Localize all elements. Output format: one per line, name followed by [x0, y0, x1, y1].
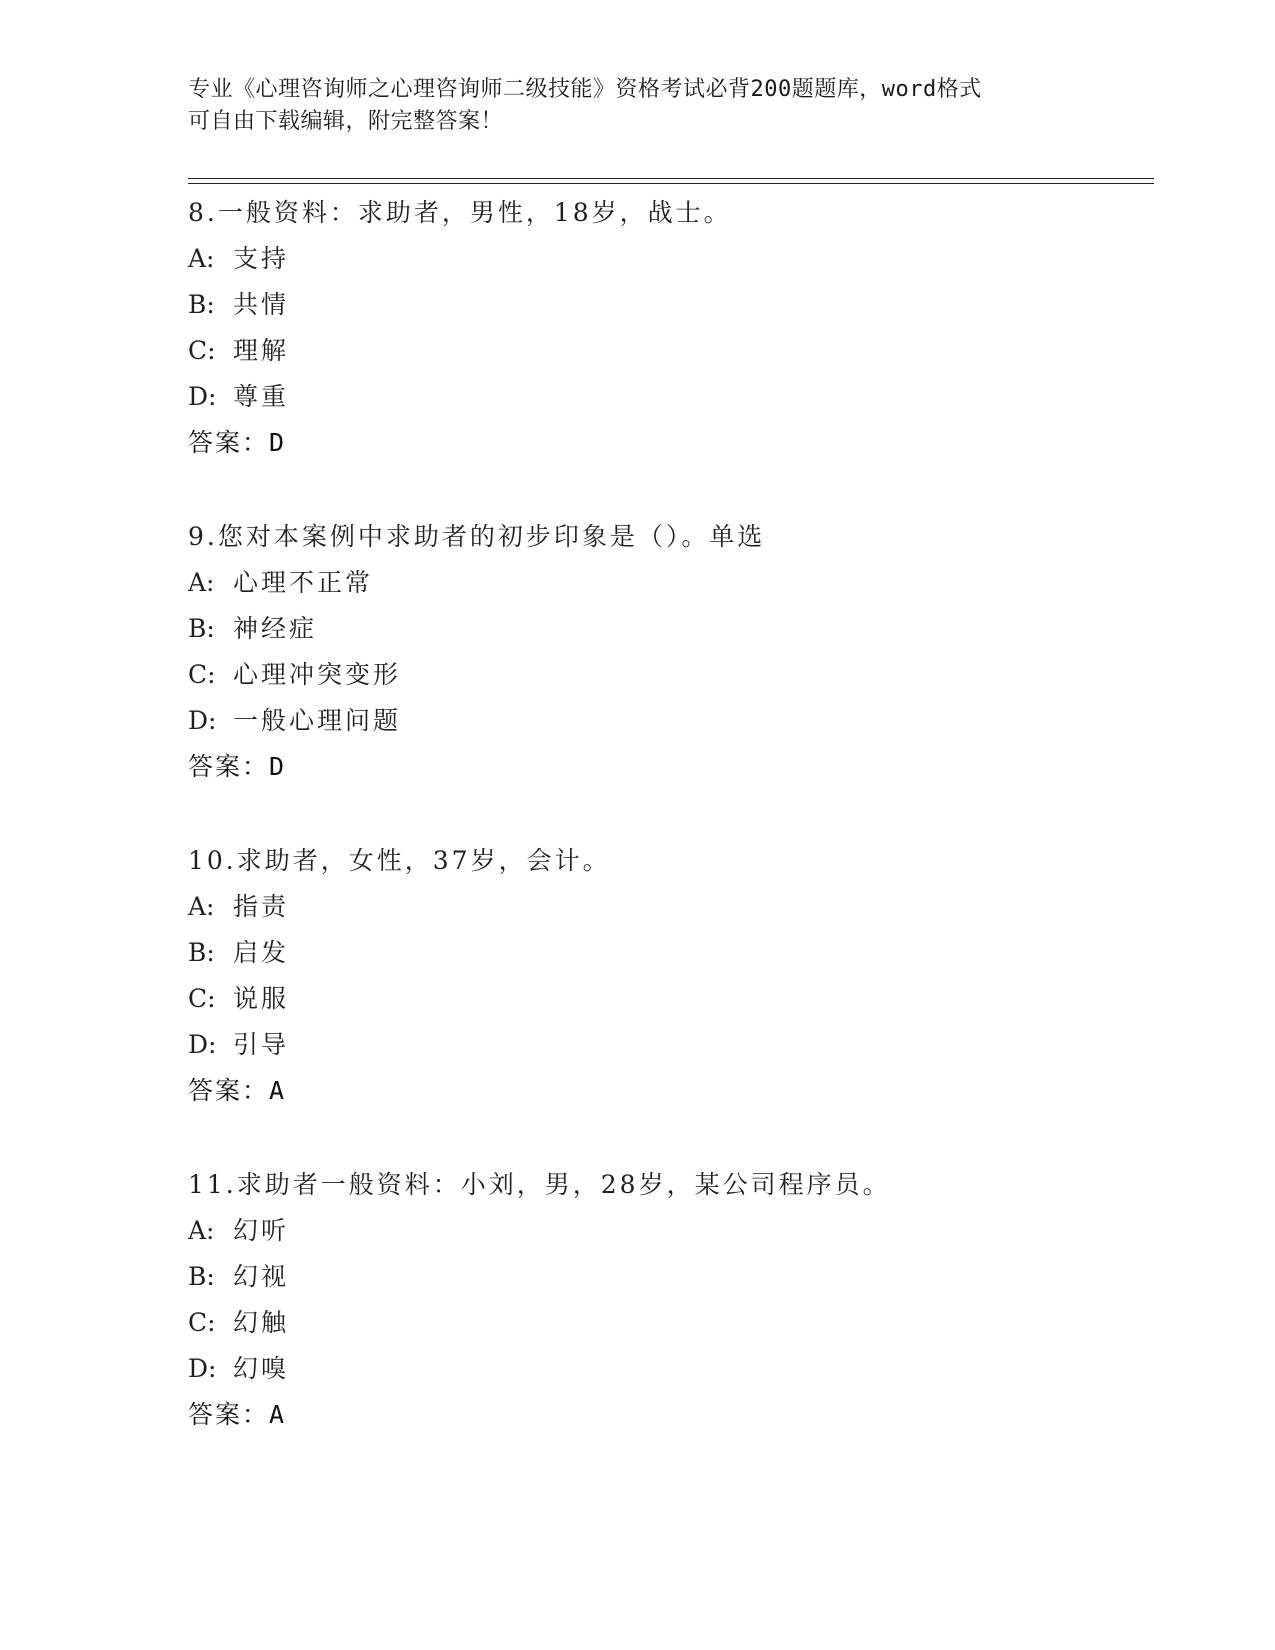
option-letter: D:: [188, 1030, 217, 1059]
answer-label: 答案：: [188, 428, 270, 457]
option-letter: B:: [188, 290, 215, 319]
answer-value: D: [269, 752, 285, 781]
option-d: [188, 1022, 1154, 1068]
answer-value: A: [269, 1076, 285, 1105]
answer-line: [188, 744, 1154, 790]
question-block: [188, 838, 1154, 1114]
option-letter: C:: [188, 660, 216, 689]
option-letter: A:: [188, 892, 215, 921]
option-text: 理解: [233, 336, 290, 365]
answer-value: D: [269, 428, 285, 457]
option-b: [188, 606, 1154, 652]
option-c: [188, 976, 1154, 1022]
option-letter: B:: [188, 1262, 215, 1291]
option-a: [188, 884, 1154, 930]
option-text: 幻嗅: [233, 1354, 290, 1383]
option-text: 共情: [233, 290, 290, 319]
option-text: 说服: [233, 984, 290, 1013]
option-text: 幻听: [233, 1216, 290, 1245]
answer-line: [188, 1392, 1154, 1438]
option-d: [188, 1346, 1154, 1392]
question-block: [188, 1162, 1154, 1438]
option-text: 神经症: [233, 614, 318, 643]
document-header: [188, 74, 1088, 138]
option-letter: A:: [188, 1216, 215, 1245]
header-title-line-1: 专业《心理咨询师之心理咨询师二级技能》资格考试必背200题题库，word格式: [188, 77, 982, 102]
option-letter: D:: [188, 382, 217, 411]
option-a: [188, 560, 1154, 606]
option-d: [188, 374, 1154, 420]
option-letter: C:: [188, 336, 216, 365]
option-c: [188, 328, 1154, 374]
option-b: [188, 930, 1154, 976]
option-letter: C:: [188, 1308, 216, 1337]
option-text: 心理冲突变形: [233, 660, 402, 689]
option-text: 一般心理问题: [233, 706, 402, 735]
header-title-line-2: 可自由下载编辑，附完整答案！: [188, 109, 504, 134]
option-text: 心理不正常: [233, 568, 374, 597]
option-d: [188, 698, 1154, 744]
option-letter: C:: [188, 984, 216, 1013]
question-text: 8.一般资料：求助者，男性，18岁，战士。: [188, 198, 732, 227]
answer-label: 答案：: [188, 1076, 270, 1105]
header-divider-top: [188, 178, 1154, 179]
question-text: 11.求助者一般资料：小刘，男，28岁，某公司程序员。: [188, 1170, 891, 1199]
option-a: [188, 236, 1154, 282]
answer-line: [188, 420, 1154, 466]
option-text: 支持: [233, 244, 290, 273]
option-text: 引导: [233, 1030, 290, 1059]
option-text: 幻视: [233, 1262, 290, 1291]
option-letter: D:: [188, 1354, 217, 1383]
question-block: [188, 190, 1154, 466]
question-text: 10.求助者，女性，37岁，会计。: [188, 846, 611, 875]
option-b: [188, 282, 1154, 328]
option-a: [188, 1208, 1154, 1254]
option-c: [188, 1300, 1154, 1346]
answer-value: A: [269, 1400, 285, 1429]
option-text: 幻触: [233, 1308, 290, 1337]
option-b: [188, 1254, 1154, 1300]
question-text: 9.您对本案例中求助者的初步印象是（）。单选: [188, 522, 766, 551]
option-letter: B:: [188, 938, 215, 967]
option-letter: A:: [188, 568, 215, 597]
answer-line: [188, 1068, 1154, 1114]
option-text: 启发: [233, 938, 290, 967]
option-c: [188, 652, 1154, 698]
option-letter: B:: [188, 614, 215, 643]
option-text: 尊重: [233, 382, 290, 411]
question-block: [188, 514, 1154, 790]
header-divider-bottom: [188, 183, 1154, 184]
option-letter: A:: [188, 244, 215, 273]
option-letter: D:: [188, 706, 217, 735]
answer-label: 答案：: [188, 1400, 270, 1429]
option-text: 指责: [233, 892, 290, 921]
answer-label: 答案：: [188, 752, 270, 781]
question-list: [188, 190, 1154, 1486]
